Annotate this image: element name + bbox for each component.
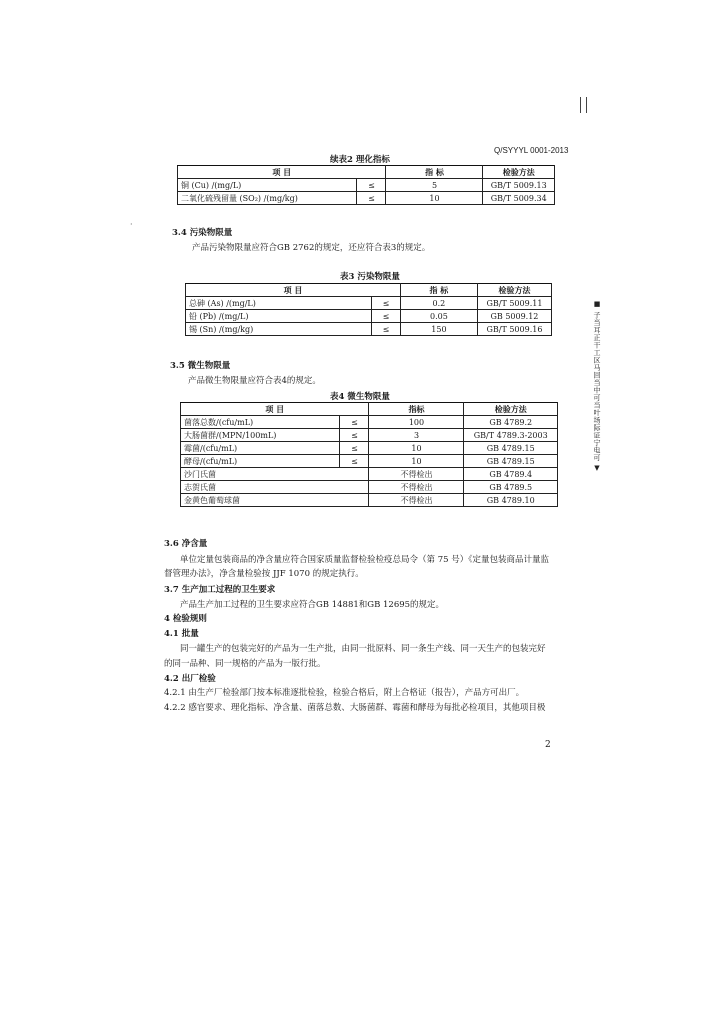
section-3-7-title: 3.7 生产加工过程的卫生要求	[164, 585, 276, 595]
table-cell-value: 3	[369, 429, 464, 442]
table-cell-item: 菌落总数/(cfu/mL)	[181, 416, 340, 429]
table-cell-value: 5	[386, 179, 483, 192]
table3-caption: 表3 污染物限量	[340, 272, 400, 282]
table-cell-method: GB 5009.12	[477, 310, 551, 323]
table-row	[181, 455, 558, 468]
table-cell-value: 0.2	[400, 297, 477, 310]
table-cell-item: 酵母/(cfu/mL)	[181, 455, 340, 468]
table-cell-value: 不得检出	[369, 494, 464, 507]
table-cell-item: 沙门氏菌	[181, 468, 369, 481]
table3-header-row	[186, 284, 552, 297]
scan-dot: ·	[130, 220, 133, 229]
table4-caption: 表4 微生物限量	[330, 392, 390, 402]
table-row	[186, 297, 552, 310]
table-cell-item: 金黄色葡萄球菌	[181, 494, 369, 507]
table-cell-sign: ≤	[357, 192, 386, 205]
section-4-1-line1: 同一罐生产的包装完好的产品为一生产批，由同一批原料、同一条生产线、同一天生产的包装完好	[180, 644, 546, 654]
side-margin-text: ■ 子当耳正干工区马回当中可当叶场际证宁电可 ▼	[593, 300, 601, 473]
table-cell-item: 总砷 (As) /(mg/L)	[186, 297, 372, 310]
section-3-7-text: 产品生产加工过程的卫生要求应符合GB 14881和GB 12695的规定。	[180, 600, 445, 610]
section-3-6-line2: 督管理办法》，净含量检验按 JJF 1070 的规定执行。	[164, 569, 364, 579]
section-3-6-line1: 单位定量包装商品的净含量应符合国家质量监督检验检疫总局令（第 75 号）《定量包装商品计量监	[180, 555, 549, 565]
page-number: 2	[545, 740, 551, 750]
section-3-6-title: 3.6 净含量	[164, 539, 208, 549]
table-cell-value: 10	[369, 455, 464, 468]
table-cell-sign: ≤	[357, 179, 386, 192]
table-cell-item: 霉菌/(cfu/mL)	[181, 442, 340, 455]
table-row	[181, 416, 558, 429]
table-cell-item: 铅 (Pb) /(mg/L)	[186, 310, 372, 323]
table-cell-item: 志贺氏菌	[181, 481, 369, 494]
table-cell-item: 锡 (Sn) /(mg/kg)	[186, 323, 372, 336]
table-row	[178, 179, 555, 192]
standard-code: Q/SYYYL 0001-2013	[494, 146, 569, 155]
table-cell-sign: ≤	[371, 323, 400, 336]
table-cell-value: 150	[400, 323, 477, 336]
section-4-1-line2: 的同一品种、同一规格的产品为一版行批。	[164, 659, 326, 669]
table-row	[181, 494, 558, 507]
table-row	[181, 442, 558, 455]
table-row	[186, 310, 552, 323]
table2-header-item: 项 目	[178, 166, 386, 179]
table-cell-value: 10	[369, 442, 464, 455]
clause-4-2-1: 4.2.1 由生产厂检验部门按本标准逐批检验，检验合格后，附上合格证（报告），产品方可出厂。	[164, 688, 525, 698]
clause-4-2-2: 4.2.2 感官要求、理化指标、净含量、菌落总数、大肠菌群、霉菌和酵母为每批必检项目，其他项目极	[164, 703, 546, 713]
table4-header-method: 检验方法	[464, 403, 558, 416]
table-cell-item: 铜 (Cu) /(mg/L)	[178, 179, 357, 192]
table-cell-method: GB 4789.2	[464, 416, 558, 429]
table2-header-method: 检验方法	[483, 166, 555, 179]
table-cell-sign: ≤	[340, 442, 369, 455]
table-cell-item: 二氧化硫残留量 (SO₂) /(mg/kg)	[178, 192, 357, 205]
table-cell-value: 10	[386, 192, 483, 205]
table-cell-value: 0.05	[400, 310, 477, 323]
table2-header-row	[178, 166, 555, 179]
table4-header-item: 项 目	[181, 403, 369, 416]
section-3-4-text: 产品污染物限量应符合GB 2762的规定，还应符合表3的规定。	[192, 243, 431, 253]
table3-header-index: 指 标	[400, 284, 477, 297]
table2-caption: 续表2 理化指标	[330, 155, 390, 165]
table-row	[178, 192, 555, 205]
table-cell-method: GB/T 5009.11	[477, 297, 551, 310]
section-3-4-title: 3.4 污染物限量	[172, 228, 233, 238]
table-cell-sign: ≤	[371, 297, 400, 310]
table-cell-value: 不得检出	[369, 481, 464, 494]
table-cell-method: GB/T 4789.3-2003	[464, 429, 558, 442]
table-cell-method: GB/T 5009.34	[483, 192, 555, 205]
table-row	[186, 323, 552, 336]
table-cell-method: GB 4789.5	[464, 481, 558, 494]
table-cell-method: GB 4789.15	[464, 455, 558, 468]
table-row	[181, 429, 558, 442]
table-cell-method: GB/T 5009.16	[477, 323, 551, 336]
table3-header-method: 检验方法	[477, 284, 551, 297]
table-cell-sign: ≤	[340, 416, 369, 429]
table-cell-method: GB 4789.15	[464, 442, 558, 455]
table-cell-value: 不得检出	[369, 468, 464, 481]
section-4-1-title: 4.1 批量	[164, 629, 199, 639]
table-cell-sign: ≤	[371, 310, 400, 323]
table-cell-sign: ≤	[340, 455, 369, 468]
table-row	[181, 481, 558, 494]
table4-header-index: 指标	[369, 403, 464, 416]
table-cell-method: GB 4789.10	[464, 494, 558, 507]
section-4-title: 4 检验规则	[164, 614, 207, 624]
section-4-2-title: 4.2 出厂检验	[164, 674, 216, 684]
table3-header-item: 项 目	[186, 284, 401, 297]
table-cell-value: 100	[369, 416, 464, 429]
table-cell-method: GB/T 5009.13	[483, 179, 555, 192]
table-row	[181, 468, 558, 481]
table-cell-method: GB 4789.4	[464, 468, 558, 481]
table2-header-index: 指 标	[386, 166, 483, 179]
table-cell-item: 大肠菌群/(MPN/100mL)	[181, 429, 340, 442]
table4	[180, 402, 558, 507]
table4-header-row	[181, 403, 558, 416]
section-3-5-title: 3.5 微生物限量	[170, 361, 231, 371]
scan-mark	[580, 97, 587, 113]
table3	[185, 283, 552, 336]
table-cell-sign: ≤	[340, 429, 369, 442]
table2	[177, 165, 555, 205]
section-3-5-text: 产品微生物限量应符合表4的规定。	[188, 376, 321, 386]
